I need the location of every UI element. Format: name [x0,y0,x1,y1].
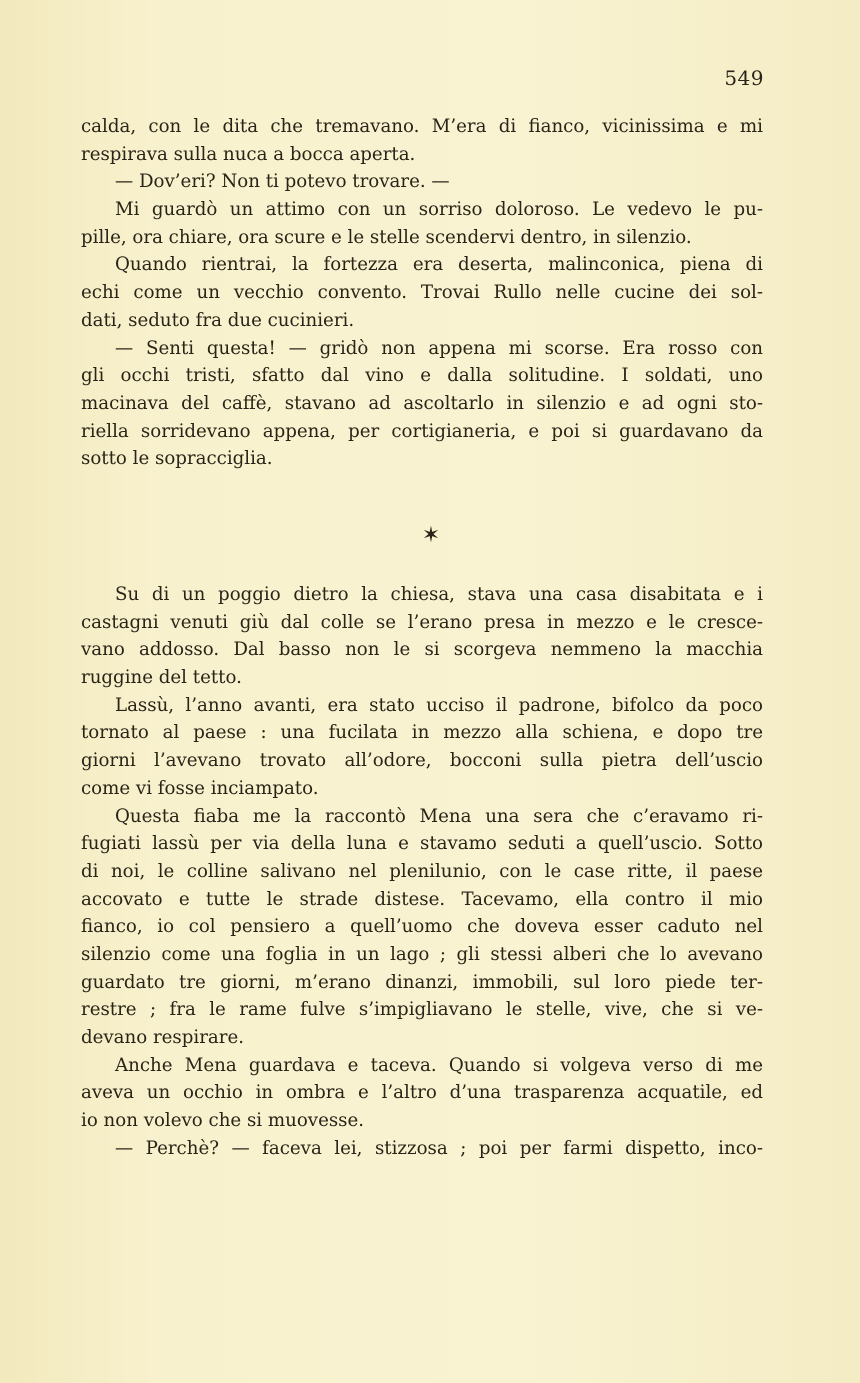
text-line: Questa fiaba me la raccontò Mena una sera che c’eravamo ri- [115,805,763,827]
text-line: fugiati lassù per via della luna e stavamo seduti a quell’uscio. Sotto [81,833,763,855]
text-line: accovato e tutte le strade distese. Tacevamo, ella contro il mio [81,888,763,910]
text-line: calda, con le dita che tremavano. M’era di fianco, vicinissima e mi [81,116,763,137]
text-line: riella sorridevano appena, per cortigianeria, e poi si guardavano da [81,420,763,442]
text-line: devano respirare. [81,1027,244,1048]
text-line: respirava sulla nuca a bocca aperta. [81,143,416,165]
text-line: Mi guardò un attimo con un sorriso doloroso. Le vedevo le pu- [115,199,763,221]
text-line: silenzio come una foglia in un lago ; gli stessi alberi che lo avevano [81,943,763,965]
text-line: io non volevo che si muovesse. [81,1110,365,1132]
text-line: — Dov’eri? Non ti potevo trovare. — [115,171,450,193]
text-line: gli occhi tristi, sfatto dal vino e dalla solitudine. I soldati, uno [81,365,763,387]
text-line: castagni venuti giù dal colle se l’erano presa in mezzo e le cresce- [81,611,763,633]
text-line: Lassù, l’anno avanti, era stato ucciso il padrone, bifolco da poco [115,694,763,716]
text-line: dati, seduto fra due cucinieri. [81,309,355,331]
text-line: aveva un occhio in ombra e l’altro d’una trasparenza acquatile, ed [81,1082,763,1104]
text-line: macinava del caffè, stavano ad ascoltarlo in silenzio e ad ogni sto- [81,392,763,414]
text-line: di noi, le colline salivano nel plenilunio, con le case ritte, il paese [81,860,763,882]
page-number: 549 [724,66,764,90]
text-line: fianco, io col pensiero a quell’uomo che doveva esser caduto nel [81,916,763,938]
text-line: vano addosso. Dal basso non le si scorgeva nemmeno la macchia [81,639,763,661]
text-line: come vi fosse inciampato. [81,777,319,799]
text-line: echi come un vecchio convento. Trovai Rullo nelle cucine dei sol- [81,282,763,304]
text-line: giorni l’avevano trovato all’odore, bocconi sulla pietra dell’uscio [81,750,763,772]
section-separator-asterisk: ✶ [421,523,441,548]
text-line: sotto le sopracciglia. [81,448,273,470]
text-block-after-separator [81,581,763,1162]
text-line: ruggine del tetto. [81,667,242,689]
text-line: Quando rientrai, la fortezza era deserta, malinconica, piena di [115,254,763,276]
text-line: — Perchè? — faceva lei, stizzosa ; poi per farmi dispetto, inco- [115,1137,763,1159]
text-line: tornato al paese : una fucilata in mezzo alla schiena, e dopo tre [81,722,763,744]
text-line: guardato tre giorni, m’erano dinanzi, immobili, sul loro piede ter- [81,971,763,993]
text-line: Anche Mena guardava e taceva. Quando si volgeva verso di me [115,1054,763,1076]
text-line: pille, ora chiare, ora scure e le stelle scendervi dentro, in silenzio. [81,226,692,248]
text-line: Su di un poggio dietro la chiesa, stava una casa disabitata e i [115,584,763,605]
text-block-before-separator [81,113,763,473]
text-line: — Senti questa! — gridò non appena mi scorse. Era rosso con [115,337,763,359]
text-line: restre ; fra le rame fulve s’impigliavano le stelle, vive, che si ve- [81,999,763,1021]
